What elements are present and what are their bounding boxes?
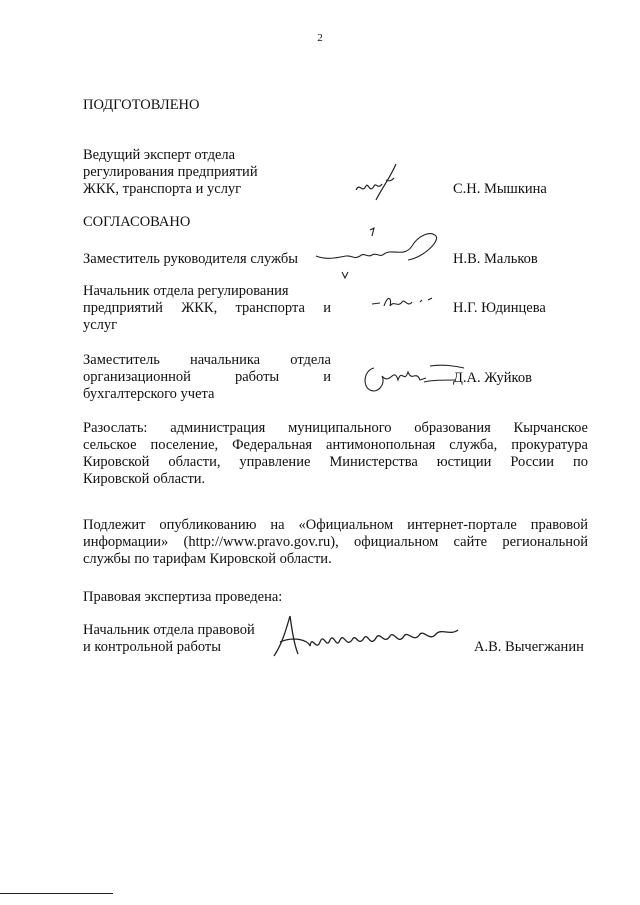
paragraph-line: Подлежит опубликованию на «Официальном интернет-портале правовой	[83, 517, 588, 533]
paragraph-line: Разослать: администрация муниципального образования Кырчанское	[83, 420, 588, 436]
footer-divider	[0, 893, 113, 894]
signer-name-yudintseva: Н.Г. Юдинцева	[453, 300, 546, 316]
legal-review-name: А.В. Вычегжанин	[474, 639, 584, 655]
paragraph-line: службы по тарифам Кировской области.	[83, 551, 332, 567]
signature-malkov	[312, 222, 442, 282]
paragraph-line: Кировской области, управление Министерства юстиции России по	[83, 454, 588, 470]
position-line: Заместитель руководителя службы	[83, 251, 299, 267]
signature-vychegzhanin	[268, 612, 463, 662]
signer-name-zhuikov: Д.А. Жуйков	[453, 370, 532, 386]
legal-review-statement: Правовая экспертиза проведена:	[83, 589, 283, 605]
position-line: услуг	[83, 317, 118, 333]
position-line: Ведущий эксперт отдела	[83, 147, 236, 163]
position-line: ЖКК, транспорта и услуг	[83, 181, 242, 197]
paragraph-line: Кировской области.	[83, 471, 206, 487]
signer-position-zhuikov	[83, 352, 331, 403]
prepared-name: С.Н. Мышкина	[453, 181, 547, 197]
signer-position-malkov	[83, 251, 298, 268]
paragraph-line: сельское поселение, Федеральная антимонопольная служба, прокуратура	[83, 437, 588, 453]
position-line: Начальник отдела регулирования	[83, 283, 289, 299]
position-line: Начальник отдела правовой	[83, 622, 255, 638]
position-line: регулирования предприятий	[83, 164, 258, 180]
signer-position-yudintseva	[83, 283, 331, 334]
position-line: предприятий ЖКК, транспорта и	[83, 300, 331, 316]
page-number: 2	[317, 32, 323, 44]
position-line: организационной работы и	[83, 369, 331, 385]
position-line: Заместитель начальника отдела	[83, 352, 331, 368]
position-line: и контрольной работы	[83, 639, 221, 655]
signature-myshkina	[352, 160, 404, 212]
position-line: бухгалтерского учета	[83, 386, 215, 402]
agreed-heading: СОГЛАСОВАНО	[83, 214, 191, 230]
paragraph-line: информации» (http://www.pravo.gov.ru), официальном сайте региональной	[83, 534, 588, 550]
prepared-heading: ПОДГОТОВЛЕНО	[83, 97, 200, 113]
signer-name-malkov: Н.В. Мальков	[453, 251, 538, 267]
legal-review-position	[83, 622, 255, 656]
signature-yudintseva	[370, 288, 440, 318]
prepared-position	[83, 147, 258, 198]
publication-paragraph	[83, 517, 588, 568]
distribution-paragraph	[83, 420, 588, 488]
